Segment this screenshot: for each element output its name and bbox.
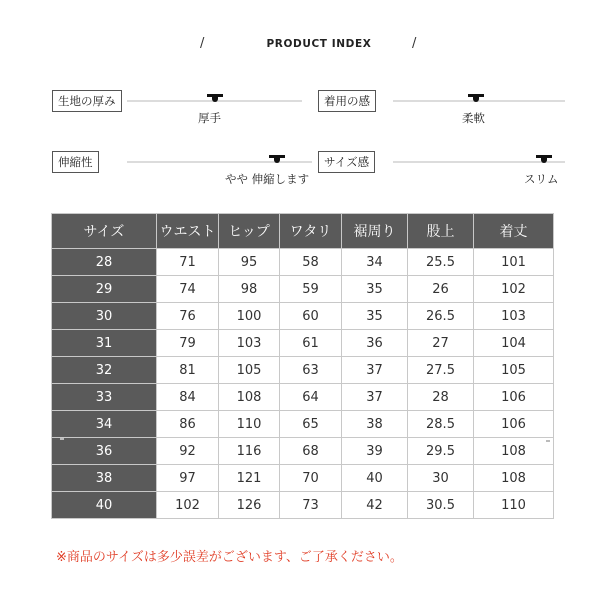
size-cell: 34: [52, 411, 157, 438]
table-cell: 37: [342, 384, 408, 411]
table-cell: 74: [157, 276, 219, 303]
param-feel: [318, 90, 568, 130]
table-cell: 92: [157, 438, 219, 465]
col-header-rise: 股上: [408, 214, 474, 249]
table-row: [52, 492, 554, 519]
table-cell: 104: [474, 330, 554, 357]
table-cell: 84: [157, 384, 219, 411]
table-cell: 95: [219, 249, 280, 276]
table-cell: 65: [280, 411, 342, 438]
table-cell: 35: [342, 303, 408, 330]
param-thickness-label: 生地の厚み: [52, 90, 122, 112]
size-cell: 28: [52, 249, 157, 276]
table-cell: 25.5: [408, 249, 474, 276]
col-header-waist: ウエスト: [157, 214, 219, 249]
table-row: [52, 357, 554, 384]
param-feel-marker-icon: [467, 94, 485, 104]
col-header-hem: 裾周り: [342, 214, 408, 249]
size-table-header-row: [52, 214, 554, 249]
table-cell: 70: [280, 465, 342, 492]
table-cell: 102: [157, 492, 219, 519]
size-cell: 32: [52, 357, 157, 384]
table-cell: 60: [280, 303, 342, 330]
table-cell: 26.5: [408, 303, 474, 330]
artifact-dot-left: [60, 438, 64, 440]
size-cell: 29: [52, 276, 157, 303]
table-cell: 38: [342, 411, 408, 438]
table-cell: 27.5: [408, 357, 474, 384]
table-cell: 105: [219, 357, 280, 384]
table-cell: 106: [474, 411, 554, 438]
param-size-feel: [318, 151, 568, 191]
table-cell: 30.5: [408, 492, 474, 519]
table-cell: 79: [157, 330, 219, 357]
table-cell: 116: [219, 438, 280, 465]
table-cell: 27: [408, 330, 474, 357]
table-cell: 39: [342, 438, 408, 465]
table-cell: 64: [280, 384, 342, 411]
param-thickness-value: 厚手: [198, 111, 221, 125]
size-cell: 38: [52, 465, 157, 492]
table-cell: 110: [474, 492, 554, 519]
table-cell: 102: [474, 276, 554, 303]
table-cell: 28: [408, 384, 474, 411]
param-size-feel-value: スリム: [524, 172, 559, 186]
table-cell: 40: [342, 465, 408, 492]
size-cell: 36: [52, 438, 157, 465]
artifact-dot-right: [546, 440, 550, 442]
table-cell: 98: [219, 276, 280, 303]
table-cell: 108: [474, 438, 554, 465]
size-disclaimer-note: ※商品のサイズは多少誤差がございます、ご了承ください。: [56, 550, 403, 565]
param-stretch-value: やや 伸縮します: [225, 172, 310, 186]
table-cell: 58: [280, 249, 342, 276]
table-cell: 110: [219, 411, 280, 438]
product-index-title: PRODUCT INDEX: [266, 38, 372, 50]
size-cell: 31: [52, 330, 157, 357]
table-row: [52, 276, 554, 303]
table-cell: 59: [280, 276, 342, 303]
table-cell: 76: [157, 303, 219, 330]
table-cell: 126: [219, 492, 280, 519]
param-feel-value: 柔軟: [462, 111, 485, 125]
size-cell: 30: [52, 303, 157, 330]
table-cell: 63: [280, 357, 342, 384]
param-thickness-marker-icon: [206, 94, 224, 104]
table-cell: 36: [342, 330, 408, 357]
table-row: [52, 303, 554, 330]
param-size-feel-marker-icon: [535, 155, 553, 165]
table-cell: 34: [342, 249, 408, 276]
table-cell: 103: [474, 303, 554, 330]
table-cell: 100: [219, 303, 280, 330]
table-cell: 105: [474, 357, 554, 384]
param-feel-label: 着用の感: [318, 90, 376, 112]
col-header-hip: ヒップ: [219, 214, 280, 249]
param-stretch-marker-icon: [268, 155, 286, 165]
param-thickness: [52, 90, 302, 130]
table-cell: 28.5: [408, 411, 474, 438]
param-stretch-label: 伸縮性: [52, 151, 99, 173]
size-cell: 33: [52, 384, 157, 411]
col-header-size: サイズ: [52, 214, 157, 249]
table-cell: 42: [342, 492, 408, 519]
table-cell: 30: [408, 465, 474, 492]
table-cell: 29.5: [408, 438, 474, 465]
product-index-header: [0, 38, 600, 54]
size-cell: 40: [52, 492, 157, 519]
table-cell: 97: [157, 465, 219, 492]
col-header-thigh: ワタリ: [280, 214, 342, 249]
table-cell: 73: [280, 492, 342, 519]
param-stretch: [52, 151, 314, 191]
param-size-feel-label: サイズ感: [318, 151, 375, 173]
table-cell: 71: [157, 249, 219, 276]
table-row: [52, 249, 554, 276]
table-cell: 61: [280, 330, 342, 357]
table-row: [52, 330, 554, 357]
table-row: [52, 384, 554, 411]
table-cell: 108: [219, 384, 280, 411]
table-row: [52, 465, 554, 492]
header-slash-left: /: [200, 36, 205, 51]
table-cell: 103: [219, 330, 280, 357]
size-table: [51, 213, 554, 519]
header-slash-right: /: [412, 36, 417, 51]
table-cell: 26: [408, 276, 474, 303]
table-cell: 106: [474, 384, 554, 411]
col-header-length: 着丈: [474, 214, 554, 249]
table-cell: 108: [474, 465, 554, 492]
table-cell: 86: [157, 411, 219, 438]
table-row: [52, 411, 554, 438]
table-cell: 101: [474, 249, 554, 276]
table-cell: 81: [157, 357, 219, 384]
table-cell: 121: [219, 465, 280, 492]
table-cell: 35: [342, 276, 408, 303]
table-row: [52, 438, 554, 465]
table-cell: 68: [280, 438, 342, 465]
table-cell: 37: [342, 357, 408, 384]
